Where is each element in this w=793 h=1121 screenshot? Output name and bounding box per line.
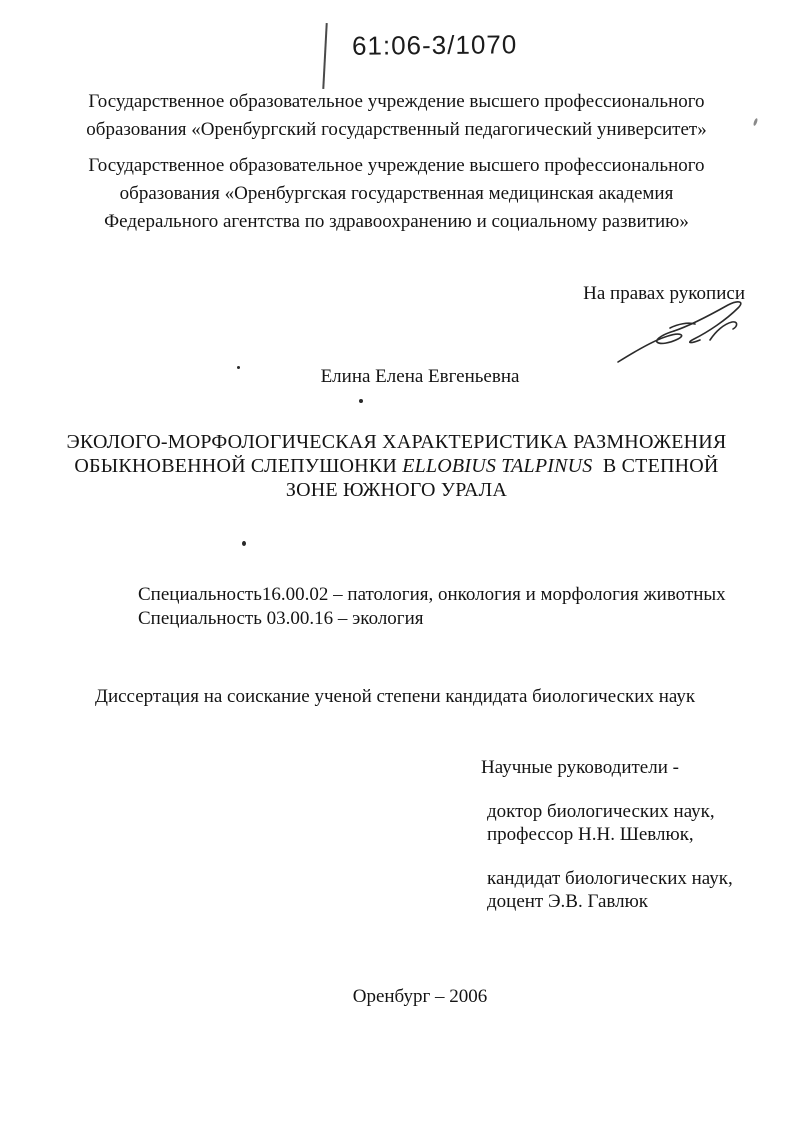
specialty-1: Специальность16.00.02 – патология, онкология и морфология животных [138, 584, 726, 605]
institution-2: Государственное образовательное учреждение высшего профессионального образования «Оренбургская государственная медицинская академия Федерального агентства по здравоохранению и социальному развитию» [88, 155, 705, 232]
supervisor-2 [481, 867, 733, 913]
manuscript-rights-note: На правах рукописи [583, 283, 745, 304]
specialty-2: Специальность 03.00.16 – экология [138, 608, 424, 629]
supervisor-1-degree: доктор биологических наук, [487, 801, 715, 822]
scan-artifact [237, 366, 240, 369]
scan-artifact [753, 118, 759, 127]
dissertation-degree-line: Диссертация на соискание ученой степени кандидата биологических наук [95, 686, 696, 707]
library-stamp-number: 61:06-3/1070 [351, 29, 518, 61]
supervisors-block [481, 756, 733, 913]
supervisors-heading: Научные руководители - [481, 757, 679, 778]
supervisor-1-name: профессор Н.Н. Шевлюк, [487, 824, 694, 845]
scan-artifact [242, 541, 246, 546]
supervisor-1 [481, 800, 733, 846]
stamp-vertical-line [322, 23, 327, 89]
city-year: Оренбург – 2006 [352, 986, 488, 1007]
author-name: Елина Елена Евгеньевна [320, 366, 520, 387]
title-part-1: ЭКОЛОГО-МОРФОЛОГИЧЕСКАЯ ХАРАКТЕРИСТИКА РАЗМНОЖЕНИЯ ОБЫКНОВЕННОЙ СЛЕПУШОНКИ [66, 431, 732, 477]
supervisor-2-degree: кандидат биологических наук, [487, 868, 733, 889]
title-part-2: В СТЕПНОЙ ЗОНЕ ЮЖНОГО УРАЛА [285, 455, 724, 501]
handwritten-signature [612, 298, 757, 373]
institution-1: Государственное образовательное учреждение высшего профессионального образования «Оренбургский государственный педагогический университет» [86, 91, 707, 140]
dissertation-title [66, 430, 732, 502]
scan-artifact [359, 399, 363, 403]
specialties-block [138, 583, 726, 631]
title-species-latin: ELLOBIUS TALPINUS [402, 455, 593, 477]
supervisor-2-name: доцент Э.В. Гавлюк [487, 891, 649, 912]
